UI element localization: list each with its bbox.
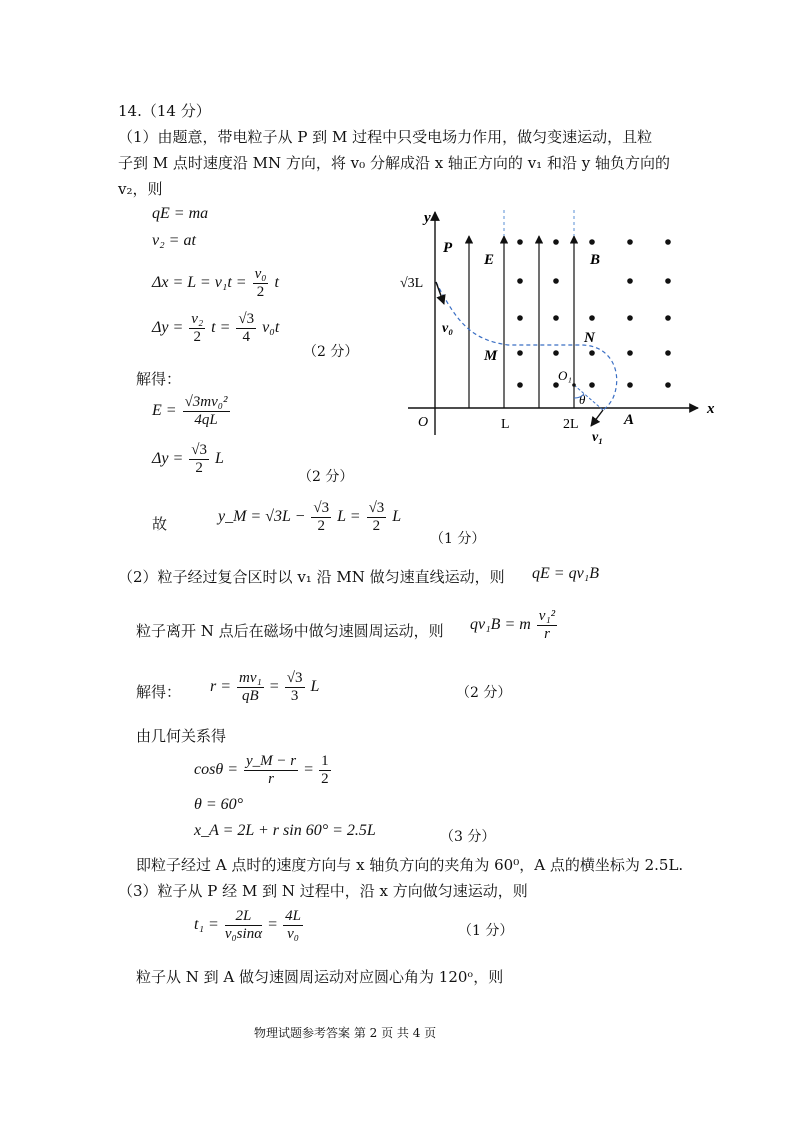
- eq7-lhs: y_M = √3L −: [218, 508, 306, 526]
- eq-qE-qv1B: qE = qv₁B: [532, 565, 600, 582]
- eq6-frac: [189, 442, 209, 477]
- eq7-tail: L: [392, 508, 402, 526]
- b-field-dot: [627, 239, 633, 245]
- b-field-dot: [553, 278, 559, 284]
- eq-cos-frac1: [244, 753, 298, 788]
- eq-t1-den1: v₀sinα: [224, 926, 263, 942]
- eq7-den2: 2: [372, 518, 381, 534]
- b-field-dot: [517, 382, 523, 388]
- eq-cos-den: r: [268, 771, 274, 787]
- part2-line1: （2）粒子经过复合区时以 v₁ 沿 MN 做匀速直线运动，则: [118, 568, 505, 586]
- b-field-dot: [665, 382, 671, 388]
- part2-conclusion: 即粒子经过 A 点时的速度方向与 x 轴负方向的夹角为 60⁰，A 点的横坐标为 2.5L.: [136, 856, 684, 874]
- problem-number: 14.（14 分）: [118, 102, 211, 120]
- eq-r-frac1: [237, 670, 264, 705]
- score-f: （1 分）: [458, 923, 514, 939]
- eq-r-num1: mv₁: [239, 670, 262, 686]
- tick-L-label: L: [501, 417, 510, 432]
- eq-r-mid: =: [269, 678, 279, 696]
- score-d: （2 分）: [456, 685, 512, 701]
- eq-cos-den2: 2: [321, 771, 329, 787]
- x-axis-label: x: [707, 401, 715, 417]
- eq-E-result: [152, 394, 232, 429]
- eq5-lhs: E =: [152, 402, 177, 420]
- tick-2L-label: 2L: [563, 417, 579, 432]
- b-field-dot: [517, 239, 523, 245]
- eq-cos-frac2: [319, 753, 331, 788]
- eq-theta-60: θ = 60°: [194, 796, 244, 813]
- eq-t1-num2: 4L: [285, 908, 301, 924]
- eq5-den: 4qL: [194, 412, 218, 428]
- label-sqrt3L: √3L: [400, 276, 424, 291]
- eq-t1-lhs: t₁ =: [194, 916, 219, 934]
- eq-t1-mid: =: [268, 916, 278, 934]
- eq6-num: √3: [191, 442, 208, 458]
- eq-v2-at: v₂ = at: [152, 232, 196, 249]
- eq-yM: [218, 500, 401, 535]
- v1-arrow: [591, 410, 603, 426]
- score-e: （3 分）: [440, 829, 496, 845]
- b-field-dot: [589, 382, 595, 388]
- eq4-den2: 4: [242, 329, 251, 345]
- eq-lc-num: v₁²: [538, 608, 556, 624]
- eq4-den1: 2: [193, 329, 201, 345]
- eq-cos-num: y_M − r: [245, 753, 297, 769]
- score-b: （2 分）: [298, 469, 354, 485]
- label-theta: θ: [579, 392, 586, 407]
- eq-r-tail: L: [310, 678, 320, 696]
- b-field-dot: [553, 239, 559, 245]
- eq-r-den1: qB: [242, 688, 259, 704]
- eq6-lhs: Δy =: [152, 450, 184, 468]
- label-E: E: [484, 252, 495, 268]
- eq-delta-y-2: [152, 442, 224, 477]
- eq5-num: √3mv₀²: [184, 394, 228, 410]
- eq7-num2: √3: [368, 500, 385, 516]
- eq7-frac2: [367, 500, 387, 535]
- eq3-lhs: Δx = L = v₁t =: [152, 274, 247, 292]
- eq7-num1: √3: [313, 500, 330, 516]
- label-v1: v₁: [592, 430, 604, 445]
- eq-lc-lhs: qv₁B = m: [470, 616, 531, 634]
- part1-intro-line1: （1）由题意，带电粒子从 P 到 M 过程中只受电场力作用，做匀变速运动，且粒: [118, 128, 653, 146]
- eq3-tail: t: [274, 274, 279, 292]
- b-field-dot: [665, 278, 671, 284]
- v0-arrow: [436, 282, 444, 304]
- eq4-mid: t =: [211, 319, 231, 337]
- part3-line1: （3）粒子从 P 经 M 到 N 过程中，沿 x 方向做匀速运动，则: [118, 882, 528, 900]
- eq-xA: x_A = 2L + r sin 60° = 2.5L: [194, 822, 376, 839]
- b-field-dot: [589, 239, 595, 245]
- part1-gu-label: 故: [152, 515, 168, 533]
- b-field-dot: [517, 278, 523, 284]
- eq4-tail: v₀t: [262, 319, 280, 337]
- label-P: P: [443, 240, 453, 256]
- eq7-mid: L =: [337, 508, 361, 526]
- eq-t1-frac2: [283, 908, 303, 943]
- eq4-lhs: Δy =: [152, 319, 184, 337]
- eq-lc-frac: [537, 608, 557, 643]
- label-v0: v₀: [442, 321, 454, 336]
- eq6-den: 2: [195, 460, 203, 476]
- eq4-frac1: [189, 311, 205, 346]
- eq-delta-x: [152, 266, 279, 301]
- b-field-dot: [553, 350, 559, 356]
- eq4-num1: v₂: [191, 311, 204, 327]
- eq-t1: [194, 908, 305, 943]
- label-A: A: [624, 412, 635, 428]
- particle-trajectory: [436, 282, 617, 410]
- b-field-dot: [517, 350, 523, 356]
- b-field-dot: [665, 315, 671, 321]
- label-N: N: [584, 330, 595, 346]
- eq4-frac2: [236, 311, 256, 346]
- eq7-frac1: [311, 500, 331, 535]
- eq-radius: [210, 670, 319, 705]
- eq-delta-y-1: [152, 311, 279, 346]
- eq-r-frac2: [285, 670, 305, 705]
- eq3-den: 2: [256, 284, 265, 300]
- b-field-dot: [589, 315, 595, 321]
- origin-label: O: [418, 415, 429, 430]
- part3-line2: 粒子从 N 到 A 做匀速圆周运动对应圆心角为 120ᵒ，则: [136, 968, 504, 986]
- y-axis-label: y: [424, 210, 431, 226]
- b-field-dot: [627, 350, 633, 356]
- b-field-dot: [553, 382, 559, 388]
- eq-qE-ma: qE = ma: [152, 205, 209, 222]
- eq-t1-frac1: [225, 908, 262, 943]
- eq3-frac: [253, 266, 269, 301]
- part1-solve-label: 解得：: [136, 370, 182, 388]
- eq-t1-num1: 2L: [225, 908, 262, 926]
- eq-lc-den: r: [544, 626, 550, 642]
- part2-geom-label: 由几何关系得: [136, 727, 227, 745]
- eq-r-lhs: r =: [210, 678, 232, 696]
- b-field-dot: [589, 350, 595, 356]
- eq3-num: v₀: [254, 266, 267, 282]
- eq-cos-mid: =: [304, 761, 314, 779]
- eq4-num2: √3: [238, 311, 255, 327]
- field-diagram: [398, 200, 728, 450]
- eq-r-den2: 3: [290, 688, 299, 704]
- eq-cos-lhs: cosθ =: [194, 761, 238, 779]
- label-M: M: [484, 348, 498, 364]
- score-a: （2 分）: [303, 344, 359, 360]
- b-field-dot: [627, 315, 633, 321]
- b-field-dot: [627, 278, 633, 284]
- eq-lorentz-centripetal: [470, 608, 559, 643]
- b-field-dot: [665, 239, 671, 245]
- label-B: B: [590, 252, 601, 268]
- eq-cos-num2: 1: [321, 753, 329, 769]
- page-footer: 物理试题参考答案 第 2 页 共 4 页: [254, 1026, 437, 1040]
- eq6-tail: L: [215, 450, 224, 468]
- b-field-dot: [665, 350, 671, 356]
- b-field-dot: [627, 382, 633, 388]
- score-c: （1 分）: [430, 531, 486, 547]
- part2-solve-label: 解得：: [136, 683, 182, 701]
- part1-intro-line3: v₂，则: [118, 180, 163, 198]
- eq5-frac: [183, 394, 230, 429]
- label-O1: O₁: [558, 368, 572, 383]
- part2-line2: 粒子离开 N 点后在磁场中做匀速圆周运动，则: [136, 622, 444, 640]
- eq-t1-den2: v₀: [287, 926, 299, 942]
- b-field-dot: [517, 315, 523, 321]
- eq7-den1: 2: [317, 518, 326, 534]
- center-O1-point: [572, 383, 576, 387]
- eq-r-num2: √3: [286, 670, 303, 686]
- b-field-dot: [553, 315, 559, 321]
- eq-cos-theta: [194, 753, 333, 788]
- part1-intro-line2: 子到 M 点时速度沿 MN 方向，将 v₀ 分解成沿 x 轴正方向的 v₁ 和沿 y 轴负方向的: [118, 154, 670, 172]
